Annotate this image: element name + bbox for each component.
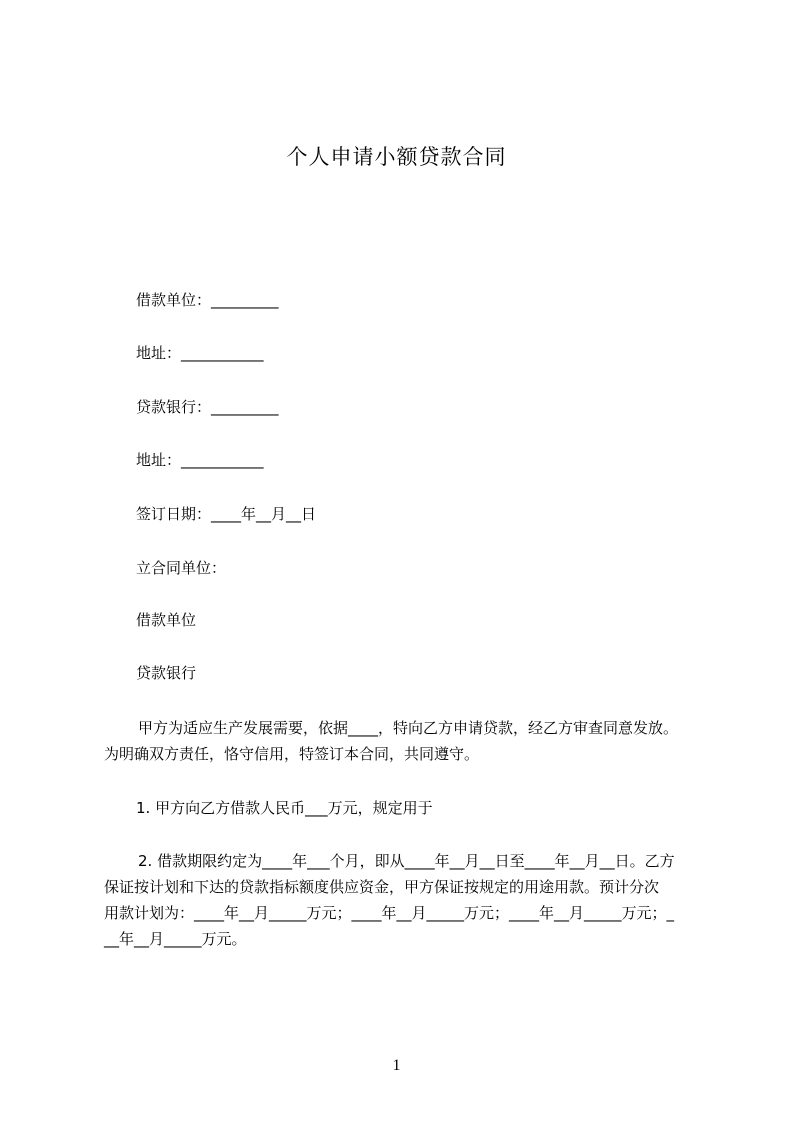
borrower-field: 借款单位：_________	[136, 291, 279, 309]
page-number: 1	[392, 1057, 401, 1074]
preamble-line: 甲方为适应生产发展需要，依据____，特向乙方申请贷款，经乙方审查同意发放。	[138, 719, 679, 737]
borrower-address-field: 地址：___________	[136, 344, 264, 362]
lending-bank-field: 贷款银行：_________	[136, 398, 279, 416]
clause-2	[104, 848, 724, 952]
bank-party-label: 贷款银行	[136, 664, 197, 682]
clause-2-line: 2. 借款期限约定为____年___个月，即从____年__月__日至____年__月__日。乙方	[138, 852, 675, 870]
contracting-parties-label: 立合同单位：	[136, 559, 227, 577]
clause-1	[104, 795, 724, 821]
clause-2-line: __年__月_____万元。	[104, 930, 247, 948]
clause-1-text: 1. 甲方向乙方借款人民币___万元，规定用于	[136, 799, 433, 817]
signing-date-field: 签订日期：____年__月__日	[136, 505, 317, 523]
clause-2-line: 用款计划为：____年__月_____万元；____年__月_____万元；____年__月_____万元；_	[104, 904, 675, 922]
preamble-paragraph	[104, 715, 724, 767]
document-title: 个人申请小额贷款合同	[286, 145, 507, 169]
clause-2-line: 保证按计划和下达的贷款指标额度供应资金，甲方保证按规定的用途用款。预计分次	[104, 878, 660, 896]
borrower-party-label: 借款单位	[136, 611, 197, 629]
bank-address-field: 地址：___________	[136, 451, 264, 469]
preamble-line: 为明确双方责任，恪守信用，特签订本合同，共同遵守。	[104, 745, 480, 763]
